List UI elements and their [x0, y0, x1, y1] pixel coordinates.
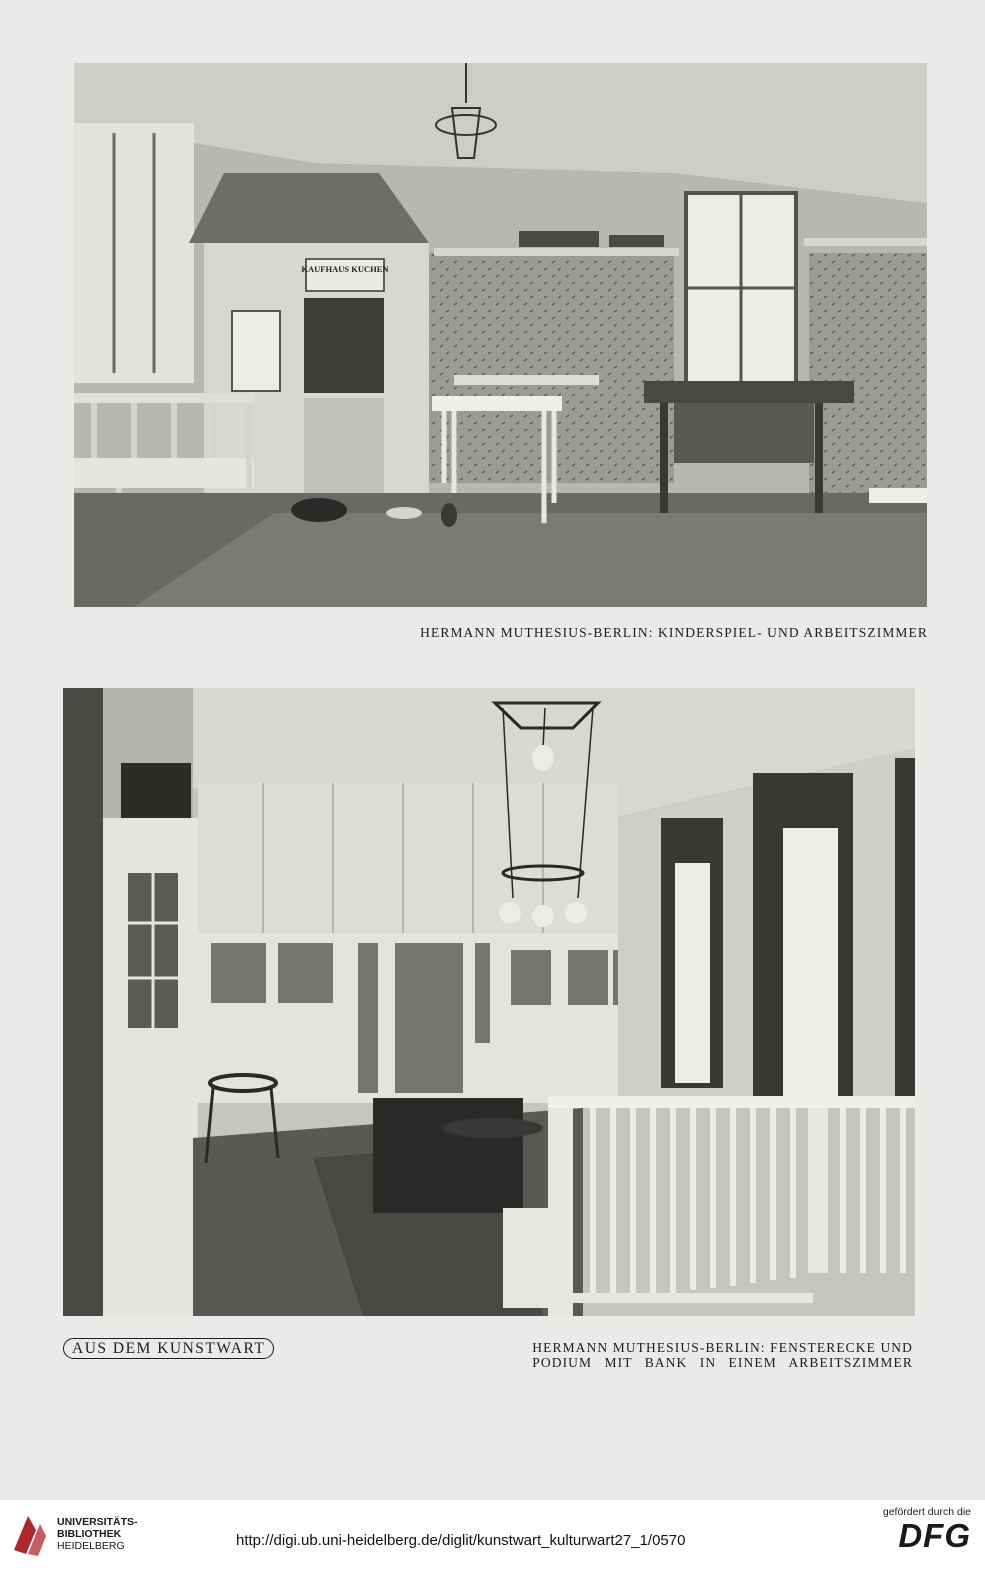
funded-by-label: gefördert durch die [882, 1506, 971, 1518]
photo2-caption-line2: PODIUM MIT BANK IN EINEM ARBEITSZIMMER [532, 1355, 913, 1370]
dfg-logo: DFG [898, 1517, 971, 1554]
kunstwart-stamp: AUS DEM KUNSTWART [63, 1338, 274, 1359]
shop-sign-text: KAUFHAUS KUCHEN [301, 264, 389, 274]
photo2-caption [532, 1340, 913, 1370]
library-name-line3: HEIDELBERG [57, 1540, 125, 1552]
dfg-credit[interactable] [883, 1506, 971, 1554]
photo2-caption-line1: HERMANN MUTHESIUS-BERLIN: FENSTERECKE UND [532, 1340, 913, 1355]
digitization-footer [0, 1500, 985, 1576]
photo1-caption: HERMANN MUTHESIUS-BERLIN: KINDERSPIEL- UND ARBEITSZIMMER [420, 625, 928, 640]
university-library-logo-icon[interactable] [10, 1510, 48, 1560]
permalink-url[interactable]: http://digi.ub.uni-heidelberg.de/diglit/kunstwart_kulturwart27_1/0570 [236, 1532, 686, 1549]
library-name-line1: UNIVERSITÄTS- [57, 1516, 138, 1528]
library-name-line2: BIBLIOTHEK [57, 1528, 122, 1540]
photo-arbeitszimmer [63, 688, 915, 1316]
library-name[interactable] [57, 1516, 138, 1552]
photo-kinderspielzimmer [74, 63, 927, 607]
